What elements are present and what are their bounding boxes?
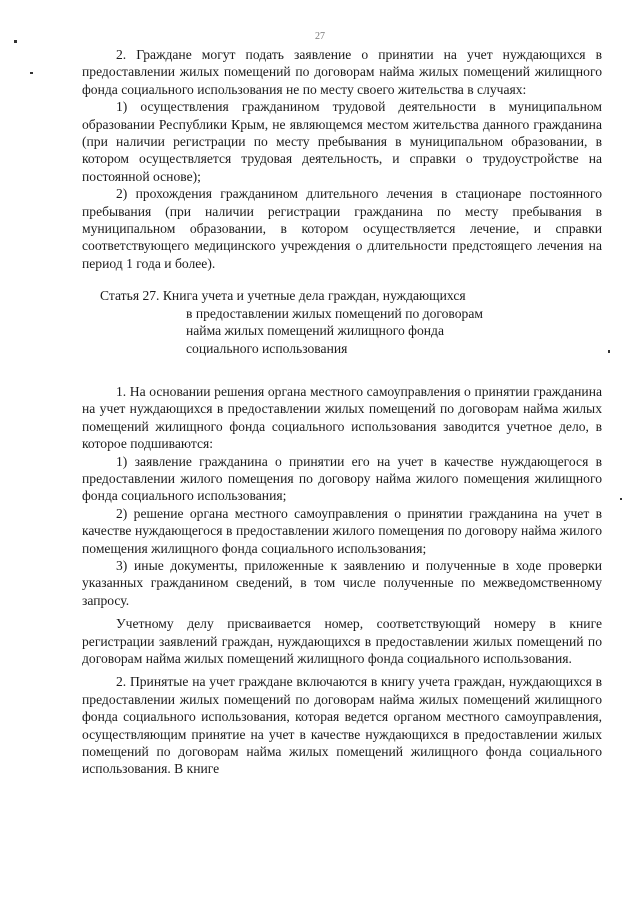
paragraph: 2. Граждане могут подать заявление о принятии на учет нуждающихся в предоставлении жилых помещений по договорам найма жилых помещений жилищного фонда социального использования не по месту своего жительства в случаях: (82, 47, 602, 97)
scan-mark (14, 40, 17, 43)
article-title: Статья 27. Книга учета и учетные дела граждан, нуждающихся (100, 288, 466, 304)
paragraph: 1. На основании решения органа местного самоуправления о принятии гражданина на учет нуждающихся в предоставлении жилых помещений по договорам найма жилых помещений жилищного фонда социального использования заводится учетное дело, в которое подшиваются: (82, 383, 602, 452)
scan-mark (608, 350, 610, 353)
paragraph: 2) прохождения гражданином длительного лечения в стационаре постоянного пребывания (при наличии регистрации гражданина по месту пребывания в муниципальном образовании, в котором осуществляется лечение, и справки соответствующего медицинского учреждения о длительности предстоящего лечения на период 1 года и более). (82, 186, 602, 271)
paragraph: 1) осуществления гражданином трудовой деятельности в муниципальном образовании Республики Крым, не являющемся местом жительства данного гражданина (при наличии регистрации по месту пребывания в муниципальном образовании, в котором осуществляется трудовая деятельность, и справки о трудоустройстве на постоянной основе); (82, 99, 602, 184)
paragraph: 3) иные документы, приложенные к заявлению и полученные в ходе проверки указанных гражданином сведений, в том числе полученные по межведомственному запросу. (82, 557, 602, 608)
article-title-line: в предоставлении жилых помещений по договорам (186, 305, 483, 321)
page-number: 27 (315, 31, 325, 42)
paragraph: 2. Принятые на учет граждане включаются в книгу учета граждан, нуждающихся в предоставлении жилых помещений по договорам найма жилых помещений жилищного фонда социального использования, которая ведется органом местного самоуправления, осуществляющим принятие на учет в качестве нуждающихся в предоставлении жилых помещений по договорам найма жилых помещений жилищного фонда социального использования. В книге (82, 674, 602, 777)
paragraph: 1) заявление гражданина о принятии его на учет в качестве нуждающегося в предоставлении жилого помещения по договору найма жилого помещения жилищного фонда социального использования; (82, 453, 602, 504)
article-title-line: найма жилых помещений жилищного фонда (186, 323, 445, 339)
paragraph: Учетному делу присваивается номер, соответствующий номеру в книге регистрации заявлений граждан, нуждающихся в предоставлении жилых помещений по договорам найма жилых помещений жилищного фонда социального использования. (82, 616, 602, 666)
scan-mark (620, 498, 622, 500)
scan-mark (30, 72, 33, 74)
document-body (82, 46, 602, 778)
paragraph: 2) решение органа местного самоуправления о принятии гражданина на учет в качестве нуждающегося в предоставлении жилого помещения по договору найма жилого помещения жилищного фонда социального использования; (82, 505, 602, 556)
article-title-line: социального использования (186, 340, 348, 356)
article-heading (100, 287, 602, 357)
